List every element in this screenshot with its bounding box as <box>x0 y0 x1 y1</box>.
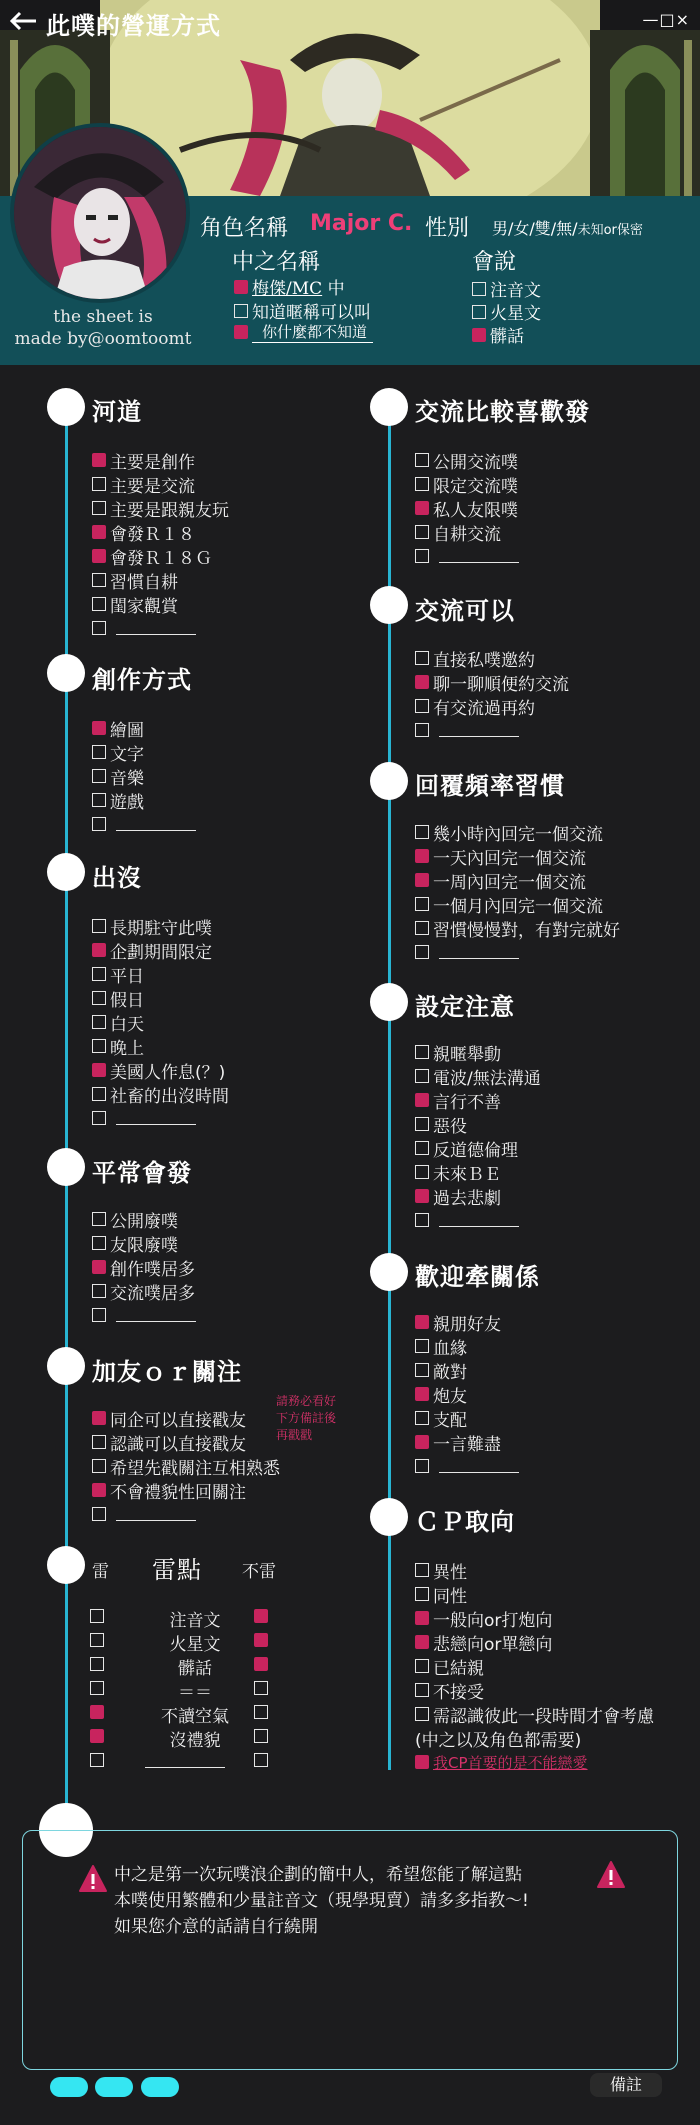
section-title-creation: 創作方式 <box>92 666 192 694</box>
option-relation[interactable] <box>415 1408 467 1431</box>
option-label: 親朋好友 <box>433 1314 501 1335</box>
checkbox[interactable] <box>92 573 106 587</box>
option-label: 文字 <box>110 744 144 765</box>
checkbox[interactable] <box>92 1308 106 1322</box>
not-mine-checkbox[interactable] <box>254 1753 268 1767</box>
blank-line[interactable] <box>439 1213 519 1227</box>
blank-line[interactable] <box>439 945 519 959</box>
checkbox[interactable] <box>415 1189 429 1203</box>
checkbox[interactable] <box>415 1165 429 1179</box>
option-exchange_ok[interactable] <box>415 696 535 719</box>
option-label: 會發Ｒ１８ <box>110 524 195 545</box>
checkbox[interactable] <box>415 723 429 737</box>
option-label: 公開廢噗 <box>110 1211 178 1232</box>
checkbox[interactable] <box>415 477 429 491</box>
checkbox[interactable] <box>415 453 429 467</box>
checkbox[interactable] <box>92 1236 106 1250</box>
option-friend[interactable] <box>92 1432 246 1455</box>
section-title-river: 河道 <box>92 398 142 426</box>
checkbox[interactable] <box>415 825 429 839</box>
checkbox[interactable] <box>415 1315 429 1329</box>
option-cp[interactable] <box>415 1728 582 1751</box>
option-reply[interactable] <box>415 894 603 917</box>
nakanohito-option[interactable]: 知道暱稱可以叫 <box>234 298 371 323</box>
mines-row <box>90 1654 310 1679</box>
option-label: 自耕交流 <box>433 524 501 545</box>
nakanohito-label: 中之名稱 <box>232 250 321 275</box>
option-label: 炮友 <box>433 1386 467 1407</box>
option-cp[interactable] <box>415 1584 467 1607</box>
friend-note: 請務必看好 下方備註後 再戳戳 <box>276 1394 337 1442</box>
option-cp[interactable] <box>415 1632 553 1655</box>
option-label: 血緣 <box>433 1338 467 1359</box>
option-reply[interactable] <box>415 870 586 893</box>
checkbox[interactable] <box>92 1063 106 1077</box>
section-marker <box>370 1253 408 1291</box>
option-label: 悲戀向or單戀向 <box>433 1634 553 1655</box>
option-river[interactable] <box>92 474 195 497</box>
mine-label: 髒話 <box>178 1659 212 1679</box>
mine-checkbox[interactable] <box>90 1681 104 1695</box>
mines-row <box>90 1750 310 1770</box>
option-label: 會發Ｒ１８Ｇ <box>110 548 212 569</box>
option-label: 一般向or打炮向 <box>433 1610 553 1631</box>
checkbox[interactable] <box>415 1587 429 1601</box>
option-label: 平日 <box>110 966 144 987</box>
option-river[interactable] <box>92 618 196 638</box>
not-mine-checkbox[interactable] <box>254 1633 268 1647</box>
gender-label: 性別 <box>425 216 470 241</box>
option-setting[interactable] <box>415 1090 501 1113</box>
blank-line[interactable] <box>439 1459 519 1473</box>
mines-col-right: 不雷 <box>242 1562 276 1582</box>
option-appear[interactable] <box>92 964 144 987</box>
option-label: 習慣自耕 <box>110 572 178 593</box>
option-reply[interactable] <box>415 822 603 845</box>
section-title-cp: ＣＰ取向 <box>415 1508 515 1536</box>
option-label: 直接私噗邀約 <box>433 650 535 671</box>
option-river[interactable] <box>92 522 195 545</box>
option-label: 聊一聊順便約交流 <box>433 674 569 695</box>
option-creation[interactable] <box>92 790 144 813</box>
mine-label: 沒禮貌 <box>169 1731 221 1751</box>
nakanohito-option[interactable]: 梅傑/MC 中 <box>234 274 345 299</box>
checkbox[interactable] <box>415 1339 429 1353</box>
option-label: (中之以及角色都需要) <box>415 1730 582 1751</box>
not-mine-checkbox[interactable] <box>254 1609 268 1623</box>
option-label: 敵對 <box>433 1362 467 1383</box>
option-river[interactable] <box>92 594 178 617</box>
section-title-mines: 雷點 <box>152 1556 202 1584</box>
option-usual[interactable] <box>92 1233 178 1256</box>
option-reply[interactable] <box>415 918 620 941</box>
not-mine-checkbox[interactable] <box>254 1729 268 1743</box>
page-dot[interactable] <box>95 2077 133 2097</box>
warning-icon <box>78 1864 108 1894</box>
option-river[interactable] <box>92 570 178 593</box>
mine-label: 不讀空氣 <box>161 1707 229 1727</box>
section-title-appear: 出沒 <box>92 864 142 892</box>
option-label: 言行不善 <box>433 1092 501 1113</box>
option-label: 需認識彼此一段時間才會考慮 <box>433 1706 654 1727</box>
speak-option[interactable]: 注音文 <box>472 276 541 301</box>
checkbox[interactable] <box>415 1563 429 1577</box>
not-mine-checkbox[interactable] <box>254 1657 268 1671</box>
title-bar <box>0 0 700 42</box>
section-marker <box>370 983 408 1021</box>
checkbox[interactable] <box>415 651 429 665</box>
option-setting[interactable] <box>415 1162 501 1185</box>
avatar <box>10 123 190 303</box>
option-label: 主要是交流 <box>110 476 195 497</box>
option-relation[interactable] <box>415 1456 519 1476</box>
checkbox[interactable] <box>415 945 429 959</box>
option-label: 假日 <box>110 990 144 1011</box>
option-cp[interactable] <box>415 1704 654 1727</box>
option-setting[interactable] <box>415 1186 501 1209</box>
checkbox[interactable] <box>92 525 106 539</box>
checkbox[interactable] <box>415 525 429 539</box>
checkbox[interactable] <box>92 1483 106 1497</box>
section-marker <box>47 853 85 891</box>
checkbox[interactable] <box>415 1069 429 1083</box>
checkbox[interactable] <box>234 304 248 318</box>
mines-row <box>90 1678 310 1703</box>
char-name-label: 角色名稱 <box>200 216 289 241</box>
option-cp[interactable] <box>415 1608 553 1631</box>
option-label: 主要是跟親友玩 <box>110 500 229 521</box>
not-mine-checkbox[interactable] <box>254 1681 268 1695</box>
checkbox[interactable] <box>415 1755 429 1769</box>
checkbox[interactable] <box>415 873 429 887</box>
mine-label: ＝＝ <box>178 1683 212 1703</box>
checkbox[interactable] <box>92 1260 106 1274</box>
option-label: 電波/無法溝通 <box>433 1068 541 1089</box>
option-reply[interactable] <box>415 846 586 869</box>
mines-row <box>90 1606 310 1631</box>
option-label: 已結親 <box>433 1658 484 1679</box>
checkbox[interactable] <box>415 1045 429 1059</box>
checkbox[interactable] <box>415 1117 429 1131</box>
section-marker <box>47 654 85 692</box>
section-title-exchange-ok: 交流可以 <box>415 597 515 625</box>
char-name-value: Major C. <box>310 211 413 236</box>
option-exchange_pref[interactable] <box>415 498 518 521</box>
option-usual[interactable] <box>92 1281 195 1304</box>
speak-option[interactable]: 髒話 <box>472 322 524 347</box>
option-label: 長期駐守此噗 <box>110 918 212 939</box>
option-label: 一個月內回完一個交流 <box>433 896 603 917</box>
mine-checkbox[interactable] <box>90 1753 104 1767</box>
checkbox[interactable] <box>415 675 429 689</box>
section-marker <box>47 1546 85 1584</box>
speak-label: 會說 <box>472 250 517 275</box>
checkbox[interactable] <box>415 1611 429 1625</box>
checkbox[interactable] <box>92 943 106 957</box>
memo-label: 備註 <box>590 2073 662 2097</box>
checkbox[interactable] <box>415 921 429 935</box>
option-label: 晚上 <box>110 1038 144 1059</box>
mine-label: 火星文 <box>169 1635 221 1655</box>
checkbox[interactable] <box>92 1507 106 1521</box>
option-friend[interactable] <box>92 1456 280 1479</box>
option-exchange_pref[interactable] <box>415 546 519 566</box>
option-relation[interactable] <box>415 1312 501 1335</box>
option-label: 企劃期間限定 <box>110 942 212 963</box>
section-marker <box>370 586 408 624</box>
credit-note: the sheet is made by@oomtoomt <box>14 307 192 349</box>
blank-line[interactable] <box>116 621 196 635</box>
checkbox[interactable] <box>415 1141 429 1155</box>
checkbox[interactable] <box>92 1212 106 1226</box>
checkbox[interactable] <box>92 597 106 611</box>
checkbox[interactable] <box>92 1284 106 1298</box>
checkbox[interactable] <box>92 817 106 831</box>
section-marker <box>47 388 85 426</box>
option-label: 有交流過再約 <box>433 698 535 719</box>
mines-row <box>90 1702 310 1727</box>
option-label: 不接受 <box>433 1682 484 1703</box>
option-label: 交流噗居多 <box>110 1283 195 1304</box>
option-label: 認識可以直接戳友 <box>110 1434 246 1455</box>
section-marker <box>370 388 408 426</box>
section-marker <box>47 1347 85 1385</box>
option-label: 私人友限噗 <box>433 500 518 521</box>
option-relation[interactable] <box>415 1360 467 1383</box>
checkbox[interactable] <box>415 1093 429 1107</box>
checkbox[interactable] <box>415 501 429 515</box>
checkbox[interactable] <box>472 282 486 296</box>
checkbox[interactable] <box>92 549 106 563</box>
option-usual[interactable] <box>92 1257 195 1280</box>
checkbox[interactable] <box>415 1683 429 1697</box>
checkbox[interactable] <box>92 477 106 491</box>
option-cp[interactable] <box>415 1560 467 1583</box>
section-marker <box>47 1148 85 1186</box>
option-label: 支配 <box>433 1410 467 1431</box>
checkbox[interactable] <box>92 1435 106 1449</box>
checkbox[interactable] <box>92 453 106 467</box>
blank-line[interactable] <box>439 723 519 737</box>
option-usual[interactable] <box>92 1305 196 1325</box>
option-exchange_ok[interactable] <box>415 648 535 671</box>
checkbox[interactable] <box>92 501 106 515</box>
mine-checkbox[interactable] <box>90 1657 104 1671</box>
page-dot[interactable] <box>141 2077 179 2097</box>
checkbox[interactable] <box>92 1411 106 1425</box>
checkbox[interactable] <box>92 1459 106 1473</box>
option-appear[interactable] <box>92 988 144 1011</box>
option-label: 異性 <box>433 1562 467 1583</box>
option-setting[interactable] <box>415 1042 501 1065</box>
not-mine-checkbox[interactable] <box>254 1705 268 1719</box>
section-title-exchange-pref: 交流比較喜歡發 <box>415 398 590 426</box>
option-appear[interactable] <box>92 1108 196 1128</box>
timeline-left <box>65 410 68 1840</box>
blank-line[interactable] <box>116 817 196 831</box>
memo-text: 中之是第一次玩噗浪企劃的簡中人，希望您能了解這點 本噗使用繁體和少量註音文（現學現賣）請多多指教～! 如果您介意的話請自行繞開 <box>114 1865 529 1937</box>
option-setting[interactable] <box>415 1114 467 1137</box>
option-appear[interactable] <box>92 1060 226 1083</box>
option-label: 限定交流噗 <box>433 476 518 497</box>
nakanohito-option[interactable]: 你什麼都不知道 <box>234 321 373 343</box>
checkbox[interactable] <box>415 1363 429 1377</box>
checkbox[interactable] <box>234 325 248 339</box>
option-friend[interactable] <box>92 1504 196 1524</box>
checkbox[interactable] <box>234 280 248 294</box>
option-cp[interactable] <box>415 1680 484 1703</box>
checkbox[interactable] <box>92 991 106 1005</box>
option-relation[interactable] <box>415 1384 467 1407</box>
option-exchange_ok[interactable] <box>415 720 519 740</box>
option-creation[interactable] <box>92 718 144 741</box>
checkbox[interactable] <box>92 1039 106 1053</box>
option-usual[interactable] <box>92 1209 178 1232</box>
option-river[interactable] <box>92 498 229 521</box>
checkbox[interactable] <box>92 621 106 635</box>
checkbox[interactable] <box>92 919 106 933</box>
checkbox[interactable] <box>92 721 106 735</box>
option-label: 反道德倫理 <box>433 1140 518 1161</box>
checkbox[interactable] <box>92 967 106 981</box>
option-label: 白天 <box>110 1014 144 1035</box>
checkbox[interactable] <box>415 549 429 563</box>
back-arrow-icon[interactable] <box>6 6 42 36</box>
option-label: 同性 <box>433 1586 467 1607</box>
checkbox[interactable] <box>415 1213 429 1227</box>
checkbox[interactable] <box>415 1387 429 1401</box>
mines-row <box>90 1630 310 1655</box>
option-setting[interactable] <box>415 1210 519 1230</box>
section-title-usual: 平常會發 <box>92 1159 192 1187</box>
option-label: 未來ＢＥ <box>433 1164 501 1185</box>
option-relation[interactable] <box>415 1432 501 1455</box>
mine-checkbox[interactable] <box>90 1705 104 1719</box>
option-appear[interactable] <box>92 1012 144 1035</box>
checkbox[interactable] <box>415 849 429 863</box>
mine-checkbox[interactable] <box>90 1729 104 1743</box>
option-friend[interactable] <box>92 1408 246 1431</box>
window-controls[interactable]: —□× <box>642 10 690 29</box>
option-label: 過去悲劇 <box>433 1188 501 1209</box>
option-creation[interactable] <box>92 742 144 765</box>
option-cp[interactable] <box>415 1656 484 1679</box>
option-label: 習慣慢慢對，有對完就好 <box>433 920 620 941</box>
page-dot[interactable] <box>50 2077 88 2097</box>
mines-row <box>90 1726 310 1751</box>
option-label: 繪圖 <box>110 720 144 741</box>
blank-line[interactable] <box>116 1507 196 1521</box>
option-cp[interactable] <box>415 1752 588 1772</box>
option-label: 遊戲 <box>110 792 144 813</box>
checkbox[interactable] <box>415 1411 429 1425</box>
checkbox[interactable] <box>92 745 106 759</box>
option-label: 美國人作息(？) <box>110 1062 226 1083</box>
section-title-setting: 設定注意 <box>415 993 515 1021</box>
checkbox[interactable] <box>415 1435 429 1449</box>
mine-label: 注音文 <box>169 1611 221 1631</box>
checkbox[interactable] <box>415 1459 429 1473</box>
mine-checkbox[interactable] <box>90 1633 104 1647</box>
option-label: 希望先戳關注互相熟悉 <box>110 1458 280 1479</box>
option-exchange_pref[interactable] <box>415 474 518 497</box>
blank-line[interactable] <box>439 549 519 563</box>
option-label: 我CP首要的是不能戀愛 <box>433 1753 588 1772</box>
option-label: 音樂 <box>110 768 144 789</box>
checkbox[interactable] <box>472 305 486 319</box>
speak-option[interactable]: 火星文 <box>472 299 541 324</box>
option-relation[interactable] <box>415 1336 467 1359</box>
option-label: 創作噗居多 <box>110 1259 195 1280</box>
option-label: 友限廢噗 <box>110 1235 178 1256</box>
option-appear[interactable] <box>92 1036 144 1059</box>
option-exchange_ok[interactable] <box>415 672 569 695</box>
checkbox[interactable] <box>415 1659 429 1673</box>
option-label: 幾小時內回完一個交流 <box>433 824 603 845</box>
option-setting[interactable] <box>415 1066 541 1089</box>
option-label: 主要是創作 <box>110 452 195 473</box>
option-label: 親暱舉動 <box>433 1044 501 1065</box>
option-setting[interactable] <box>415 1138 518 1161</box>
option-creation[interactable] <box>92 766 144 789</box>
checkbox[interactable] <box>415 1635 429 1649</box>
option-label: 閨家觀賞 <box>110 596 178 617</box>
mine-label <box>145 1750 225 1768</box>
checkbox[interactable] <box>415 897 429 911</box>
checkbox[interactable] <box>92 1111 106 1125</box>
option-creation[interactable] <box>92 814 196 834</box>
gender-options: 男/女/雙/無/未知or保密 <box>492 219 643 238</box>
option-label: 不會禮貌性回關注 <box>110 1482 246 1503</box>
option-friend[interactable] <box>92 1480 246 1503</box>
option-appear[interactable] <box>92 940 212 963</box>
mines-col-left: 雷 <box>92 1562 109 1582</box>
option-label: 一天內回完一個交流 <box>433 848 586 869</box>
mine-checkbox[interactable] <box>90 1609 104 1623</box>
page-title: 此噗的營運方式 <box>46 12 221 40</box>
checkbox[interactable] <box>415 699 429 713</box>
checkbox[interactable] <box>92 1015 106 1029</box>
option-label: 同企可以直接戳友 <box>110 1410 246 1431</box>
blank-line[interactable] <box>116 1111 196 1125</box>
checkbox[interactable] <box>472 328 486 342</box>
option-label: 一言難盡 <box>433 1434 501 1455</box>
section-marker <box>370 762 408 800</box>
option-river[interactable] <box>92 450 195 473</box>
option-label: 公開交流噗 <box>433 452 518 473</box>
option-label: 惡役 <box>433 1116 467 1137</box>
section-title-relation: 歡迎牽關係 <box>415 1263 540 1291</box>
section-title-reply: 回覆頻率習慣 <box>415 772 565 800</box>
option-label: 一周內回完一個交流 <box>433 872 586 893</box>
blank-line[interactable] <box>116 1308 196 1322</box>
section-title-friend: 加友ｏｒ關注 <box>92 1358 242 1386</box>
warning-icon <box>596 1860 626 1890</box>
option-appear[interactable] <box>92 1084 229 1107</box>
option-exchange_pref[interactable] <box>415 522 501 545</box>
section-marker <box>370 1498 408 1536</box>
option-river[interactable] <box>92 546 212 569</box>
checkbox[interactable] <box>92 769 106 783</box>
option-label: 社畜的出沒時間 <box>110 1086 229 1107</box>
checkbox[interactable] <box>92 793 106 807</box>
option-appear[interactable] <box>92 916 212 939</box>
option-exchange_pref[interactable] <box>415 450 518 473</box>
checkbox[interactable] <box>415 1707 429 1721</box>
option-reply[interactable] <box>415 942 519 962</box>
checkbox[interactable] <box>92 1087 106 1101</box>
